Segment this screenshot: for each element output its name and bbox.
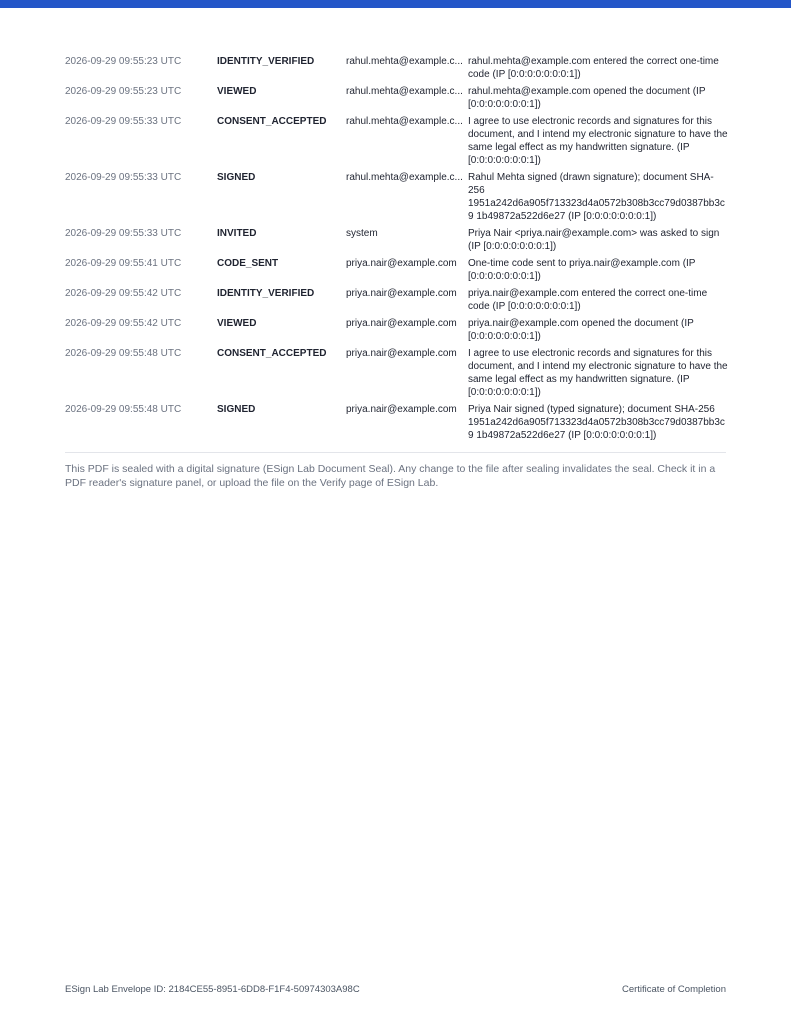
audit-event: IDENTITY_VERIFIED	[217, 288, 315, 299]
audit-actor: rahul.mehta@example.c...	[346, 116, 463, 127]
audit-actor: rahul.mehta@example.c...	[346, 172, 463, 183]
audit-row	[65, 257, 726, 283]
audit-detail: I agree to use electronic records and signatures for this document, and I intend my electronic signature to have the same legal effect as my handwritten signature. (IP [0:0:0:0:0:0:0:1])	[468, 348, 728, 398]
audit-detail: priya.nair@example.com opened the document (IP [0:0:0:0:0:0:0:1])	[468, 318, 694, 342]
section-divider	[65, 452, 726, 453]
audit-event: VIEWED	[217, 86, 257, 97]
audit-detail: priya.nair@example.com entered the correct one-time code (IP [0:0:0:0:0:0:0:1])	[468, 288, 708, 312]
audit-row	[65, 171, 726, 223]
audit-trail-table	[65, 55, 726, 446]
audit-actor: priya.nair@example.com	[346, 288, 457, 299]
audit-actor: priya.nair@example.com	[346, 258, 457, 269]
audit-row	[65, 55, 726, 81]
audit-timestamp: 2026-09-29 09:55:33 UTC	[65, 172, 182, 183]
audit-timestamp: 2026-09-29 09:55:42 UTC	[65, 288, 182, 299]
audit-event: CONSENT_ACCEPTED	[217, 116, 327, 127]
audit-event: VIEWED	[217, 318, 257, 329]
audit-timestamp: 2026-09-29 09:55:42 UTC	[65, 318, 182, 329]
audit-detail: Rahul Mehta signed (drawn signature); document SHA-256 1951a242d6a905f713323d4a0572b308b3cc79d0387bb3c9 1b49872a522d6e27 (IP [0:0:0:0:0:0:0:1])	[468, 172, 725, 222]
document-type-label: Certificate of Completion	[621, 984, 726, 995]
audit-timestamp: 2026-09-29 09:55:23 UTC	[65, 86, 182, 97]
audit-timestamp: 2026-09-29 09:55:41 UTC	[65, 258, 182, 269]
seal-notice: This PDF is sealed with a digital signature (ESign Lab Document Seal). Any change to the file after sealing invalidates the seal. Check it in a PDF reader's signature panel, or upload the file on the Verify page of ESign Lab.	[65, 463, 716, 489]
audit-detail: Priya Nair signed (typed signature); document SHA-256 1951a242d6a905f713323d4a0572b308b3cc79d0387bb3c9 1b49872a522d6e27 (IP [0:0:0:0:0:0:0:1])	[468, 404, 725, 441]
audit-timestamp: 2026-09-29 09:55:33 UTC	[65, 116, 182, 127]
audit-timestamp: 2026-09-29 09:55:23 UTC	[65, 56, 182, 67]
audit-row	[65, 287, 726, 313]
audit-row	[65, 317, 726, 343]
audit-event: CONSENT_ACCEPTED	[217, 348, 327, 359]
top-accent-bar	[0, 0, 791, 8]
audit-row	[65, 347, 726, 399]
audit-actor: priya.nair@example.com	[346, 404, 457, 415]
audit-detail: One-time code sent to priya.nair@example.com (IP [0:0:0:0:0:0:0:1])	[468, 258, 696, 282]
audit-row	[65, 227, 726, 253]
audit-detail: rahul.mehta@example.com entered the correct one-time code (IP [0:0:0:0:0:0:0:1])	[468, 56, 719, 80]
audit-row	[65, 403, 726, 442]
audit-detail: Priya Nair <priya.nair@example.com> was asked to sign (IP [0:0:0:0:0:0:0:1])	[468, 228, 720, 252]
audit-event: IDENTITY_VERIFIED	[217, 56, 315, 67]
audit-actor: system	[346, 228, 378, 239]
audit-actor: priya.nair@example.com	[346, 318, 457, 329]
audit-timestamp: 2026-09-29 09:55:48 UTC	[65, 348, 182, 359]
audit-detail: rahul.mehta@example.com opened the document (IP [0:0:0:0:0:0:0:1])	[468, 86, 706, 110]
audit-timestamp: 2026-09-29 09:55:48 UTC	[65, 404, 182, 415]
audit-detail: I agree to use electronic records and signatures for this document, and I intend my electronic signature to have the same legal effect as my handwritten signature. (IP [0:0:0:0:0:0:0:1])	[468, 116, 728, 166]
audit-event: SIGNED	[217, 404, 256, 415]
audit-row	[65, 85, 726, 111]
audit-actor: rahul.mehta@example.c...	[346, 56, 463, 67]
audit-row	[65, 115, 726, 167]
audit-actor: priya.nair@example.com	[346, 348, 457, 359]
audit-timestamp: 2026-09-29 09:55:33 UTC	[65, 228, 182, 239]
audit-actor: rahul.mehta@example.c...	[346, 86, 463, 97]
audit-event: SIGNED	[217, 172, 256, 183]
audit-event: CODE_SENT	[217, 258, 279, 269]
audit-event: INVITED	[217, 228, 257, 239]
envelope-id: ESign Lab Envelope ID: 2184CE55-8951-6DD8-F1F4-50974303A98C	[65, 984, 360, 995]
